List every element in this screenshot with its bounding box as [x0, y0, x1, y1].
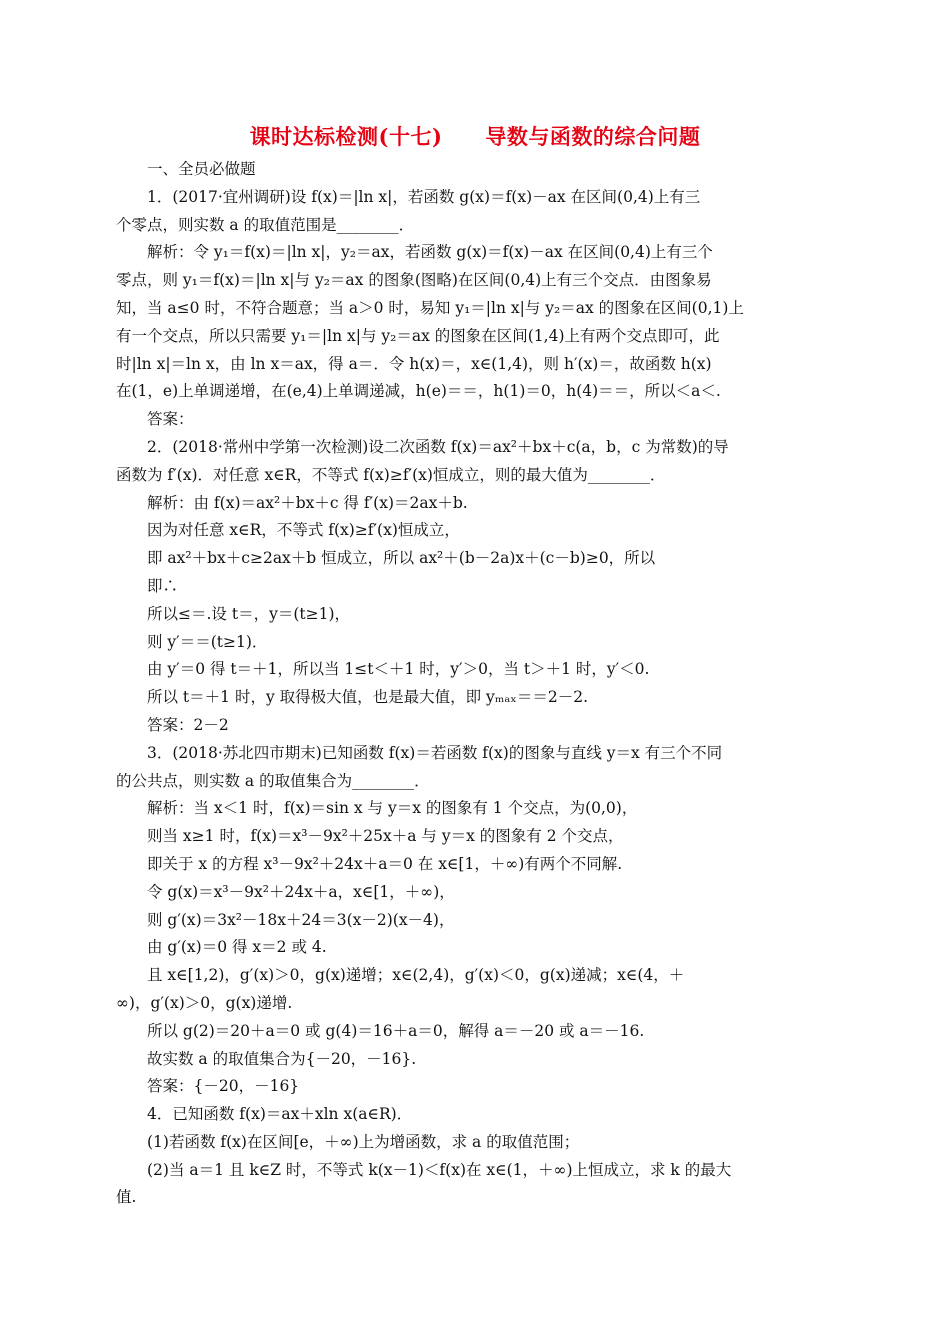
- text-line: 答案：: [147, 410, 194, 429]
- text-line: 即 ax²＋bx＋c≥2ax＋b 恒成立，所以 ax²＋(b－2a)x＋(c－b)≥0，所以: [147, 549, 656, 568]
- text-line: 在(1，e)上单调递增，在(e,4)上单调递减，h(e)＝＝，h(1)＝0，h(4)＝＝，所以＜a＜.: [116, 382, 721, 401]
- text-line: 3．(2018·苏北四市期末)已知函数 f(x)＝若函数 f(x)的图象与直线 y＝x 有三个不同: [147, 743, 723, 762]
- text-line: 4．已知函数 f(x)＝ax＋xln x(a∈R)．: [147, 1105, 413, 1124]
- text-line: 有一个交点，所以只需要 y₁＝|ln x|与 y₂＝ax 的图象在区间(1,4)上有两个交点即可，此: [116, 326, 720, 345]
- text-line: 由 y′＝0 得 t＝＋1，所以当 1≤t＜＋1 时，y′＞0，当 t＞＋1 时，y′＜0.: [147, 660, 650, 679]
- text-line: 所以 t＝＋1 时，y 取得极大值，也是最大值，即 yₘₐₓ＝＝2－2.: [147, 688, 589, 707]
- text-line: 令 g(x)＝x³－9x²＋24x＋a，x∈[1，＋∞)，: [147, 882, 455, 901]
- text-line: 即∴: [147, 576, 179, 595]
- text-line: 函数为 f′(x)．对任意 x∈R，不等式 f(x)≥f′(x)恒成立，则的最大值为________．: [116, 465, 666, 484]
- text-line: 由 g′(x)＝0 得 x＝2 或 4.: [147, 938, 327, 957]
- text-line: 解析：令 y₁＝f(x)＝|ln x|，y₂＝ax，若函数 g(x)＝f(x)－ax 在区间(0,4)上有三个: [147, 243, 713, 262]
- text-line: 个零点，则实数 a 的取值范围是________．: [116, 215, 415, 234]
- text-line: 且 x∈[1,2)，g′(x)＞0，g(x)递增；x∈(2,4)，g′(x)＜0，g(x)递减；x∈(4，＋: [147, 966, 685, 985]
- text-line: 解析：当 x＜1 时，f(x)＝sin x 与 y＝x 的图象有 1 个交点，为(0,0)，: [147, 799, 638, 818]
- text-line: ∞)，g′(x)＞0，g(x)递增.: [116, 993, 293, 1012]
- document-title: 课时达标检测(十七) 导数与函数的综合问题: [249, 124, 701, 149]
- text-line: (2)当 a＝1 且 k∈Z 时，不等式 k(x－1)＜f(x)在 x∈(1，＋∞)上恒成立，求 k 的最大: [147, 1160, 732, 1179]
- text-line: 即关于 x 的方程 x³－9x²＋24x＋a＝0 在 x∈[1，＋∞)有两个不同解.: [147, 854, 623, 873]
- text-line: 解析：由 f(x)＝ax²＋bx＋c 得 f′(x)＝2ax＋b.: [147, 493, 468, 512]
- document-body: [116, 156, 816, 1212]
- text-line: 因为对任意 x∈R，不等式 f(x)≥f′(x)恒成立，: [147, 521, 460, 540]
- text-line: 时|ln x|＝ln x，由 ln x＝ax，得 a＝．令 h(x)＝，x∈(1,4)，则 h′(x)＝，故函数 h(x): [116, 354, 712, 373]
- text-line: 的公共点，则实数 a 的取值集合为________．: [116, 771, 430, 790]
- text-line: 答案：{－20，－16}: [147, 1077, 300, 1096]
- text-line: 值.: [116, 1188, 137, 1207]
- text-line: 则当 x≥1 时，f(x)＝x³－9x²＋25x＋a 与 y＝x 的图象有 2 个交点，: [147, 827, 624, 846]
- text-line: 答案：2－2: [147, 715, 229, 734]
- text-line: (1)若函数 f(x)在区间[e，＋∞)上为增函数，求 a 的取值范围；: [147, 1132, 580, 1151]
- text-line: 则 g′(x)＝3x²－18x＋24＝3(x－2)(x－4)，: [147, 910, 455, 929]
- text-line: 一、全员必做题: [147, 160, 256, 178]
- text-line: 则 y′＝＝(t≥1)．: [147, 632, 268, 651]
- text-line: 零点，则 y₁＝f(x)＝|ln x|与 y₂＝ax 的图象(图略)在区间(0,4)上有三个交点．由图象易: [116, 271, 712, 290]
- text-line: 所以≤＝.设 t＝，y＝(t≥1)，: [147, 604, 350, 623]
- text-line: 所以 g(2)＝20＋a＝0 或 g(4)＝16＋a＝0，解得 a＝－20 或 a＝－16.: [147, 1021, 645, 1040]
- text-line: 2．(2018·常州中学第一次检测)设二次函数 f(x)＝ax²＋bx＋c(a，b，c 为常数)的导: [147, 437, 729, 456]
- text-line: 故实数 a 的取值集合为{－20，－16}.: [147, 1049, 417, 1068]
- text-line: 1．(2017·宜州调研)设 f(x)＝|ln x|，若函数 g(x)＝f(x)－ax 在区间(0,4)上有三: [147, 187, 701, 206]
- text-line: 知，当 a≤0 时，不符合题意；当 a＞0 时，易知 y₁＝|ln x|与 y₂＝ax 的图象在区间(0,1)上: [116, 298, 744, 317]
